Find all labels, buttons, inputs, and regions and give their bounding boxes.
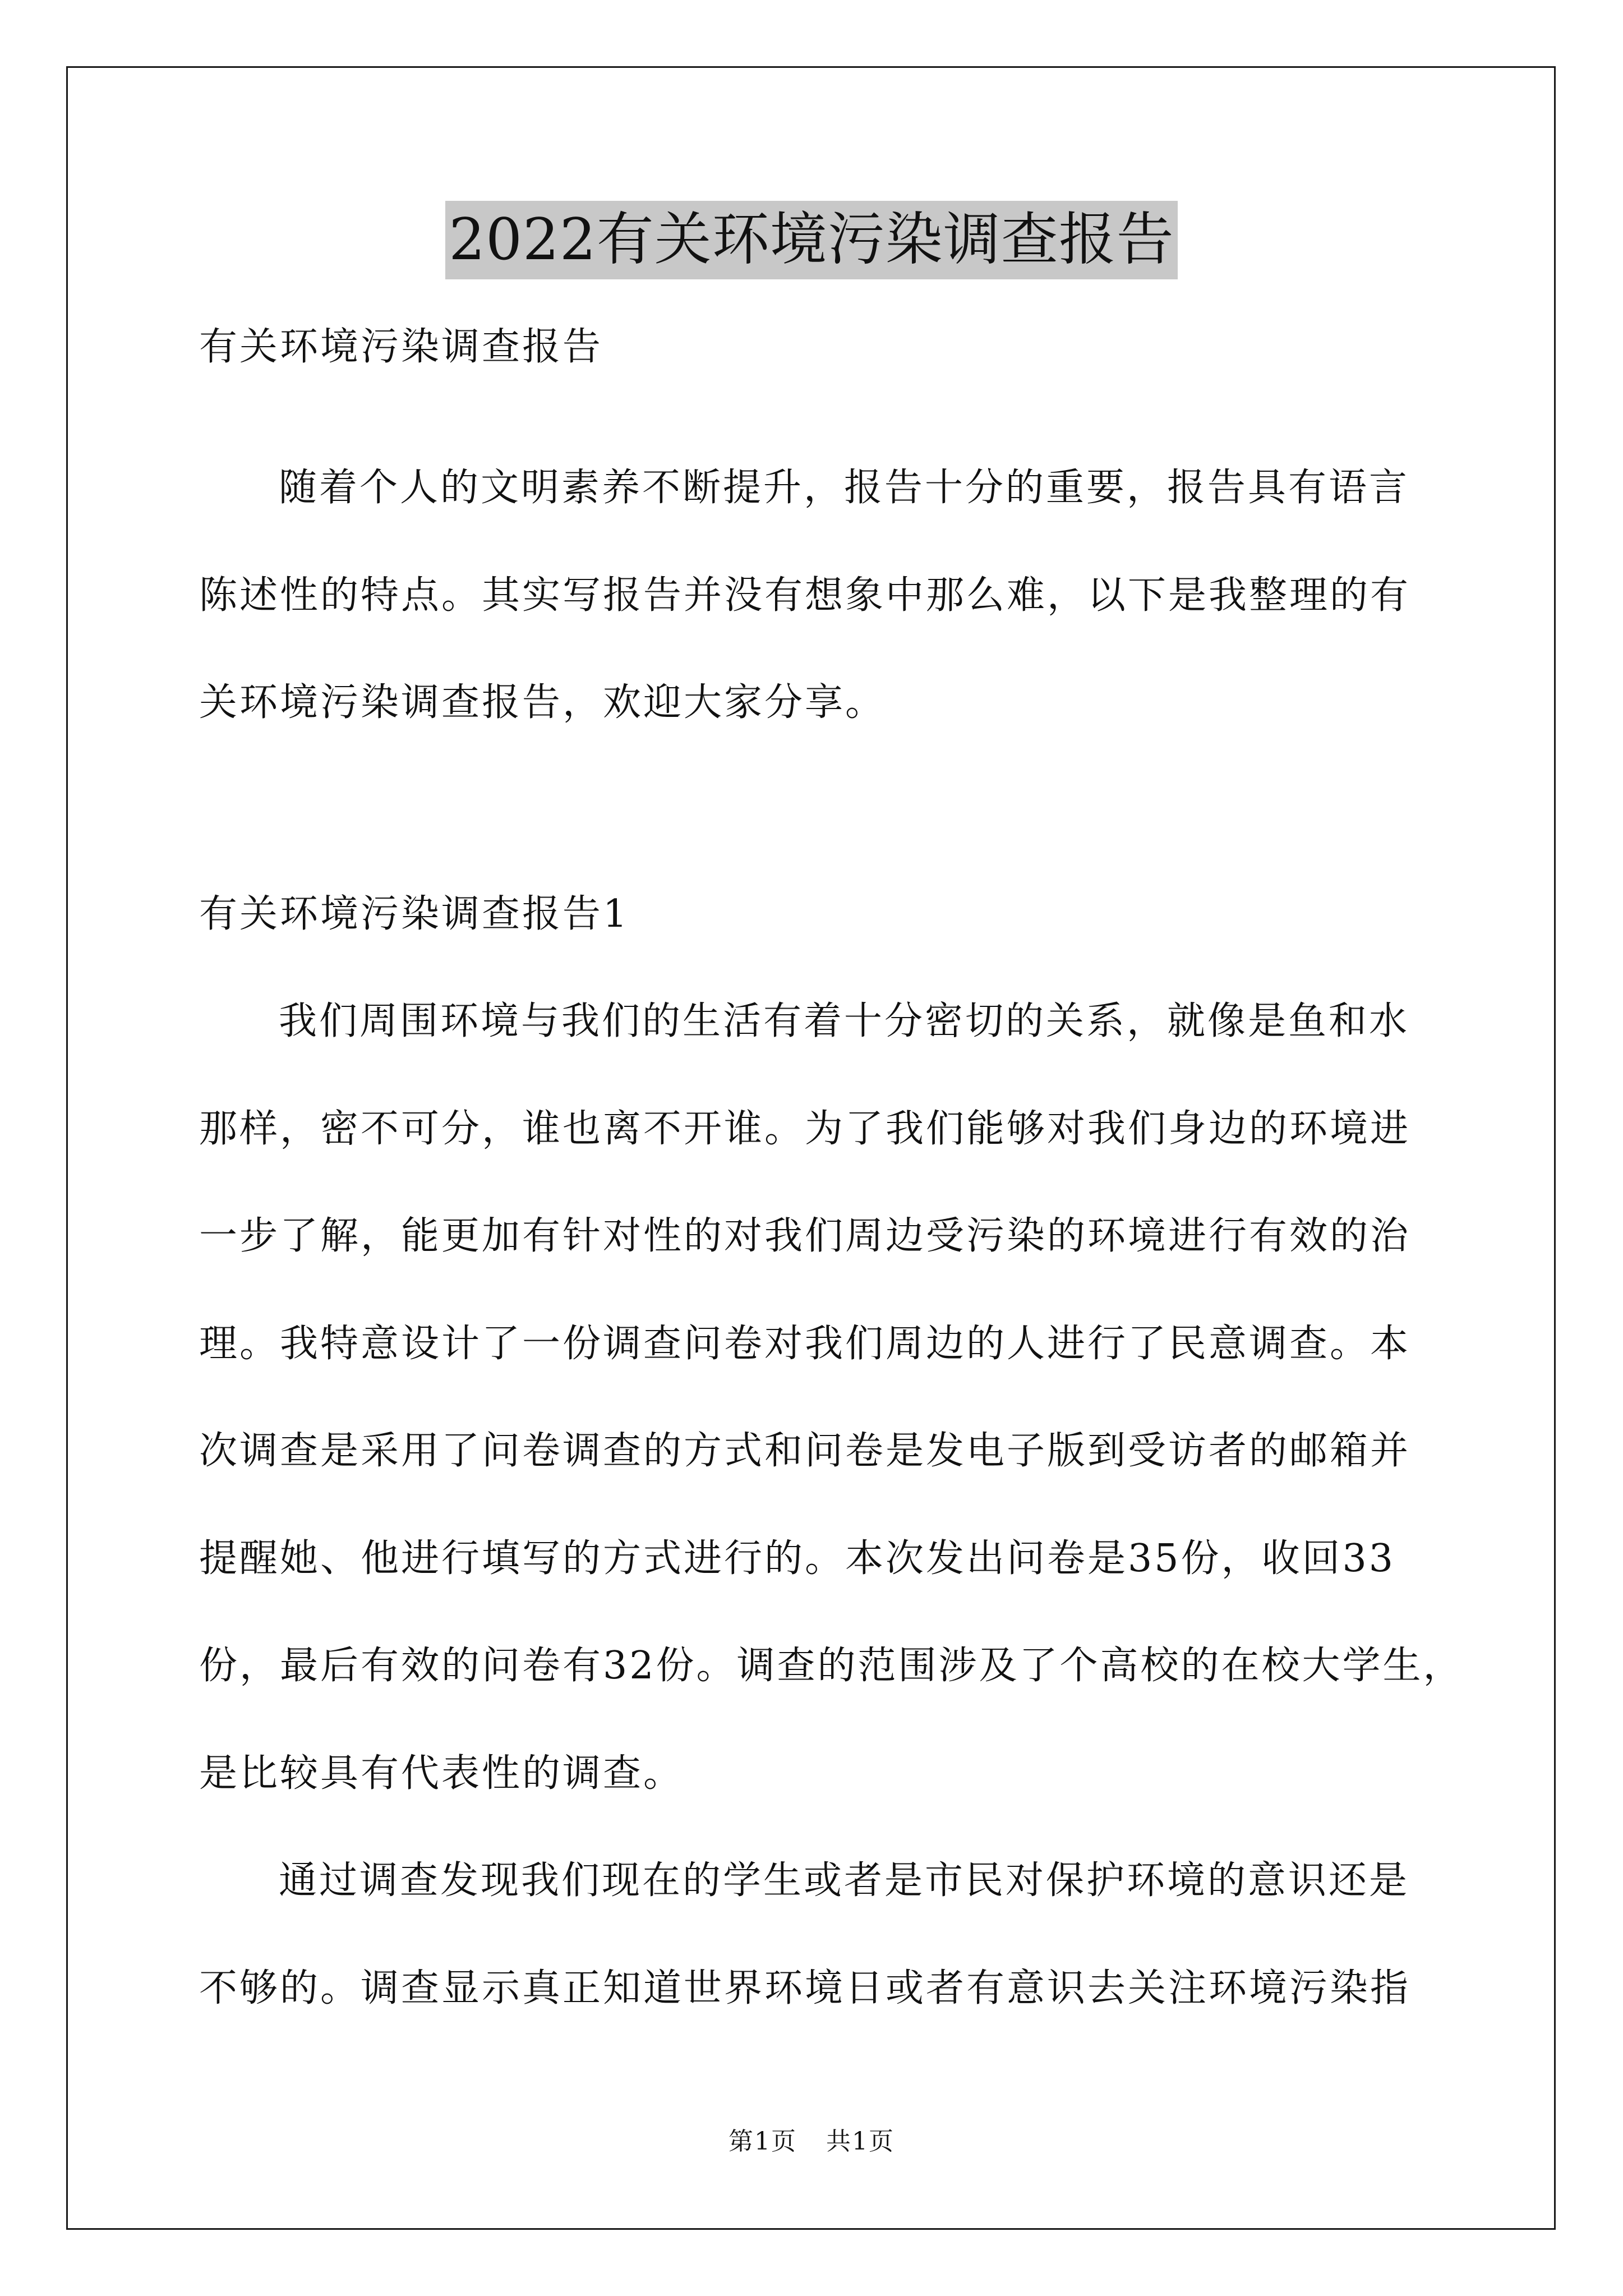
paragraph-line: 陈述性的特点。其实写报告并没有想象中那么难，以下是我整理的有 [199, 573, 1411, 618]
paragraph-line: 随着个人的文明素养不断提升，报告十分的重要，报告具有语言 [279, 466, 1410, 510]
page-total: 共1页 [826, 2127, 895, 2156]
title-container [0, 201, 1623, 279]
paragraph-line: 不够的。调查显示真正知道世界环境日或者有意识去关注环境污染指 [199, 1966, 1411, 2010]
paragraph-line: 份，最后有效的问卷有32份。调查的范围涉及了个高校的在校大学生， [199, 1644, 1464, 1688]
paragraph-line: 理。我特意设计了一份调查问卷对我们周边的人进行了民意调查。本 [199, 1322, 1411, 1366]
paragraph-line: 提醒她、他进行填写的方式进行的。本次发出问卷是35份，收回33 [199, 1536, 1396, 1581]
document-title: 2022有关环境污染调查报告 [445, 201, 1178, 279]
paragraph-line: 次调查是采用了问卷调查的方式和问卷是发电子版到受访者的邮箱并 [199, 1429, 1411, 1473]
paragraph-line: 一步了解，能更加有针对性的对我们周边受污染的环境进行有效的治 [199, 1214, 1411, 1258]
page-footer [0, 2125, 1623, 2159]
paragraph-line: 是比较具有代表性的调查。 [199, 1751, 684, 1796]
paragraph-line: 那样，密不可分，谁也离不开谁。为了我们能够对我们身边的环境进 [199, 1107, 1411, 1151]
paragraph-line: 我们周围环境与我们的生活有着十分密切的关系，就像是鱼和水 [279, 999, 1410, 1043]
section-heading: 有关环境污染调查报告 [199, 325, 603, 369]
section-heading: 有关环境污染调查报告1 [199, 892, 630, 936]
page-number: 第1页 [728, 2127, 797, 2156]
paragraph-line: 通过调查发现我们现在的学生或者是市民对保护环境的意识还是 [279, 1858, 1410, 1903]
paragraph-line: 关环境污染调查报告，欢迎大家分享。 [199, 680, 886, 725]
